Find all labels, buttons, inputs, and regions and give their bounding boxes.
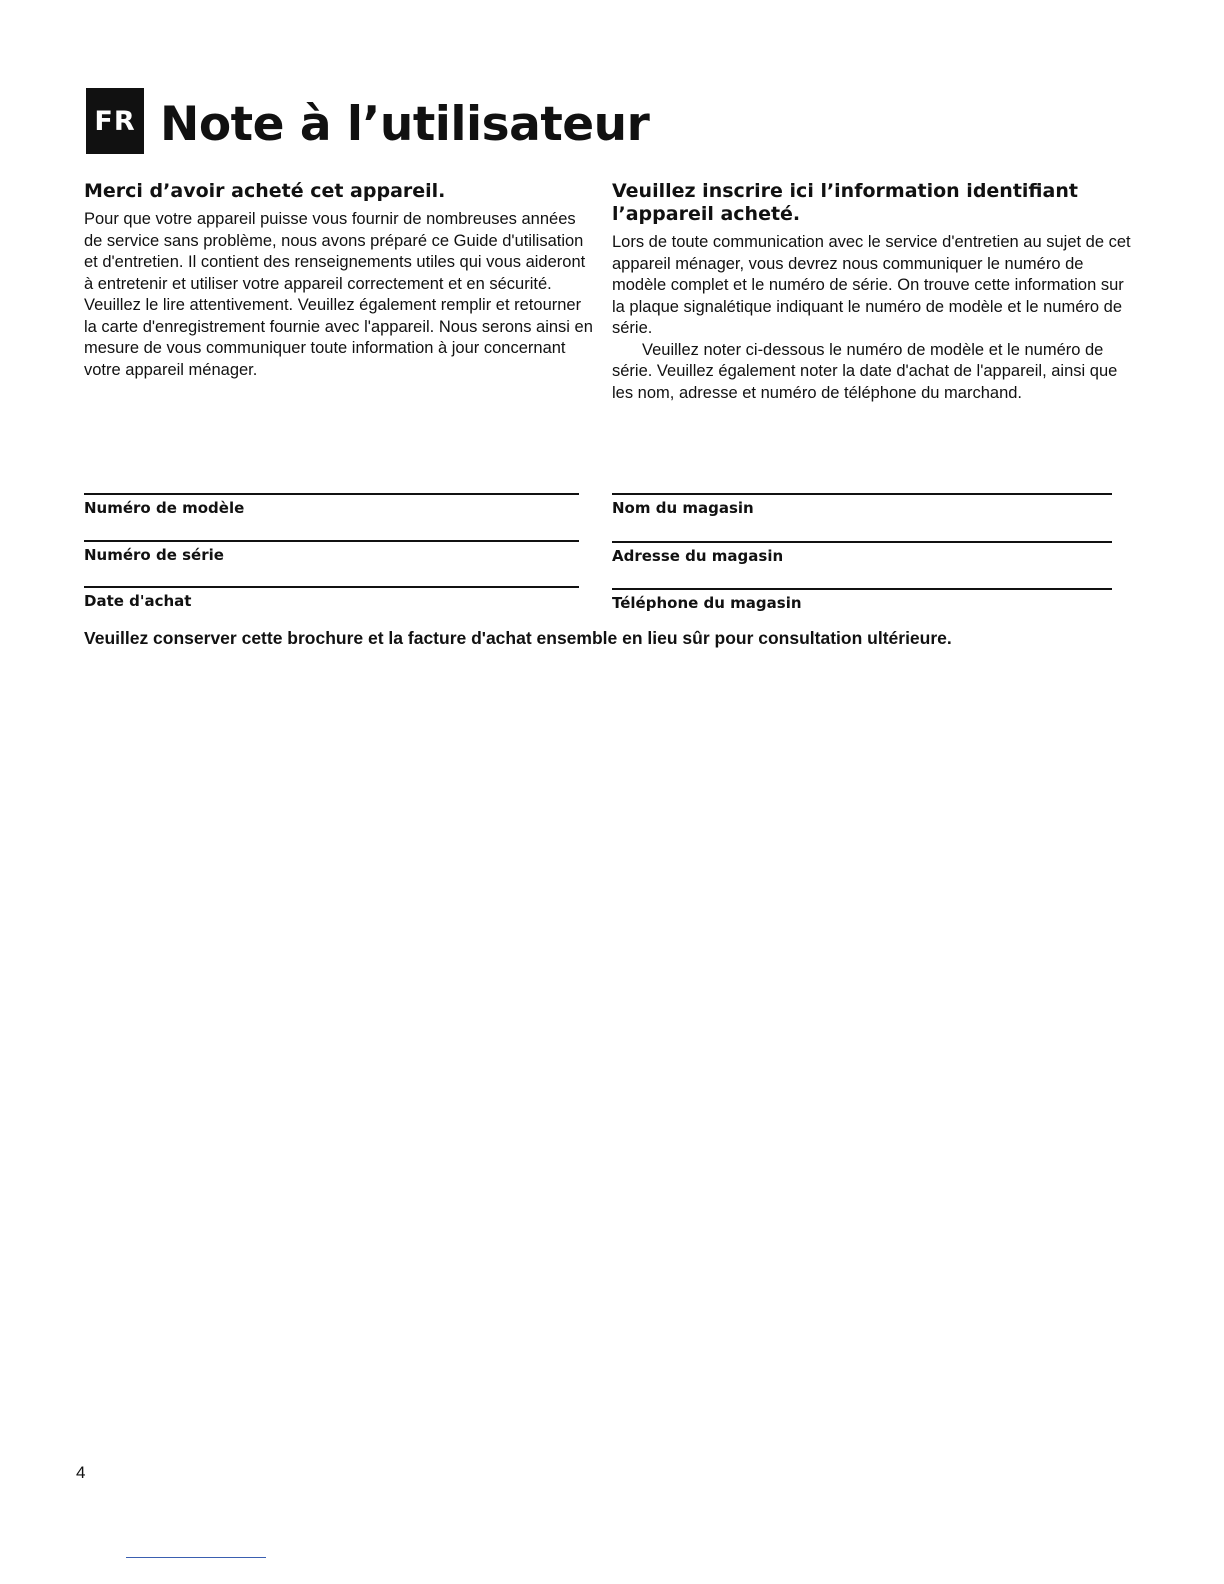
thank-you-body: Pour que votre appareil puisse vous fournir de nombreuses années de service sans problème, nous avons préparé ce Guide d'utilisation et d'entretien. Il contient des renseignements utiles qui vous aideront à entretenir et utiliser votre appareil correctement et en sécurité. Veuillez le lire attentivement. Veuillez également remplir et retourner la carte d'enregistrement fournie avec l'appareil. Nous serons ainsi en mesure de vous communiquer toute information à jour concernant votre appareil ménager. bbox=[84, 210, 593, 379]
store-phone-field[interactable]: Téléphone du magasin bbox=[612, 588, 1112, 612]
product-info-heading: Veuillez inscrire ici l’information identifiant l’appareil acheté. bbox=[612, 180, 1078, 225]
thank-you-section bbox=[84, 180, 594, 381]
language-badge: FR bbox=[86, 88, 144, 154]
keep-brochure-note: Veuillez conserver cette brochure et la facture d'achat ensemble en lieu sûr pour consultation ultérieure. bbox=[84, 628, 952, 648]
thank-you-heading: Merci d’avoir acheté cet appareil. bbox=[84, 180, 446, 202]
store-address-field[interactable]: Adresse du magasin bbox=[612, 541, 1112, 565]
purchase-date-field[interactable]: Date d'achat bbox=[84, 586, 579, 610]
footer-rule bbox=[126, 1557, 266, 1558]
product-info-body-2: Veuillez noter ci-dessous le numéro de modèle et le numéro de série. Veuillez également noter la date d'achat de l'appareil, ainsi que les nom, adresse et numéro de téléphone du marchand. bbox=[612, 340, 1118, 402]
product-info-section bbox=[612, 180, 1132, 404]
page-number: 4 bbox=[76, 1463, 86, 1482]
page-title: Note à l’utilisateur bbox=[160, 97, 650, 152]
model-number-field[interactable]: Numéro de modèle bbox=[84, 493, 579, 517]
store-name-field[interactable]: Nom du magasin bbox=[612, 493, 1112, 517]
serial-number-field[interactable]: Numéro de série bbox=[84, 540, 579, 564]
product-info-body: Lors de toute communication avec le service d'entretien au sujet de cet appareil ménager, vous devrez nous communiquer le numéro de modèle complet et le numéro de série. On trouve cette information sur la plaque signalétique indiquant le numéro de modèle et le numéro de série. bbox=[612, 233, 1131, 337]
